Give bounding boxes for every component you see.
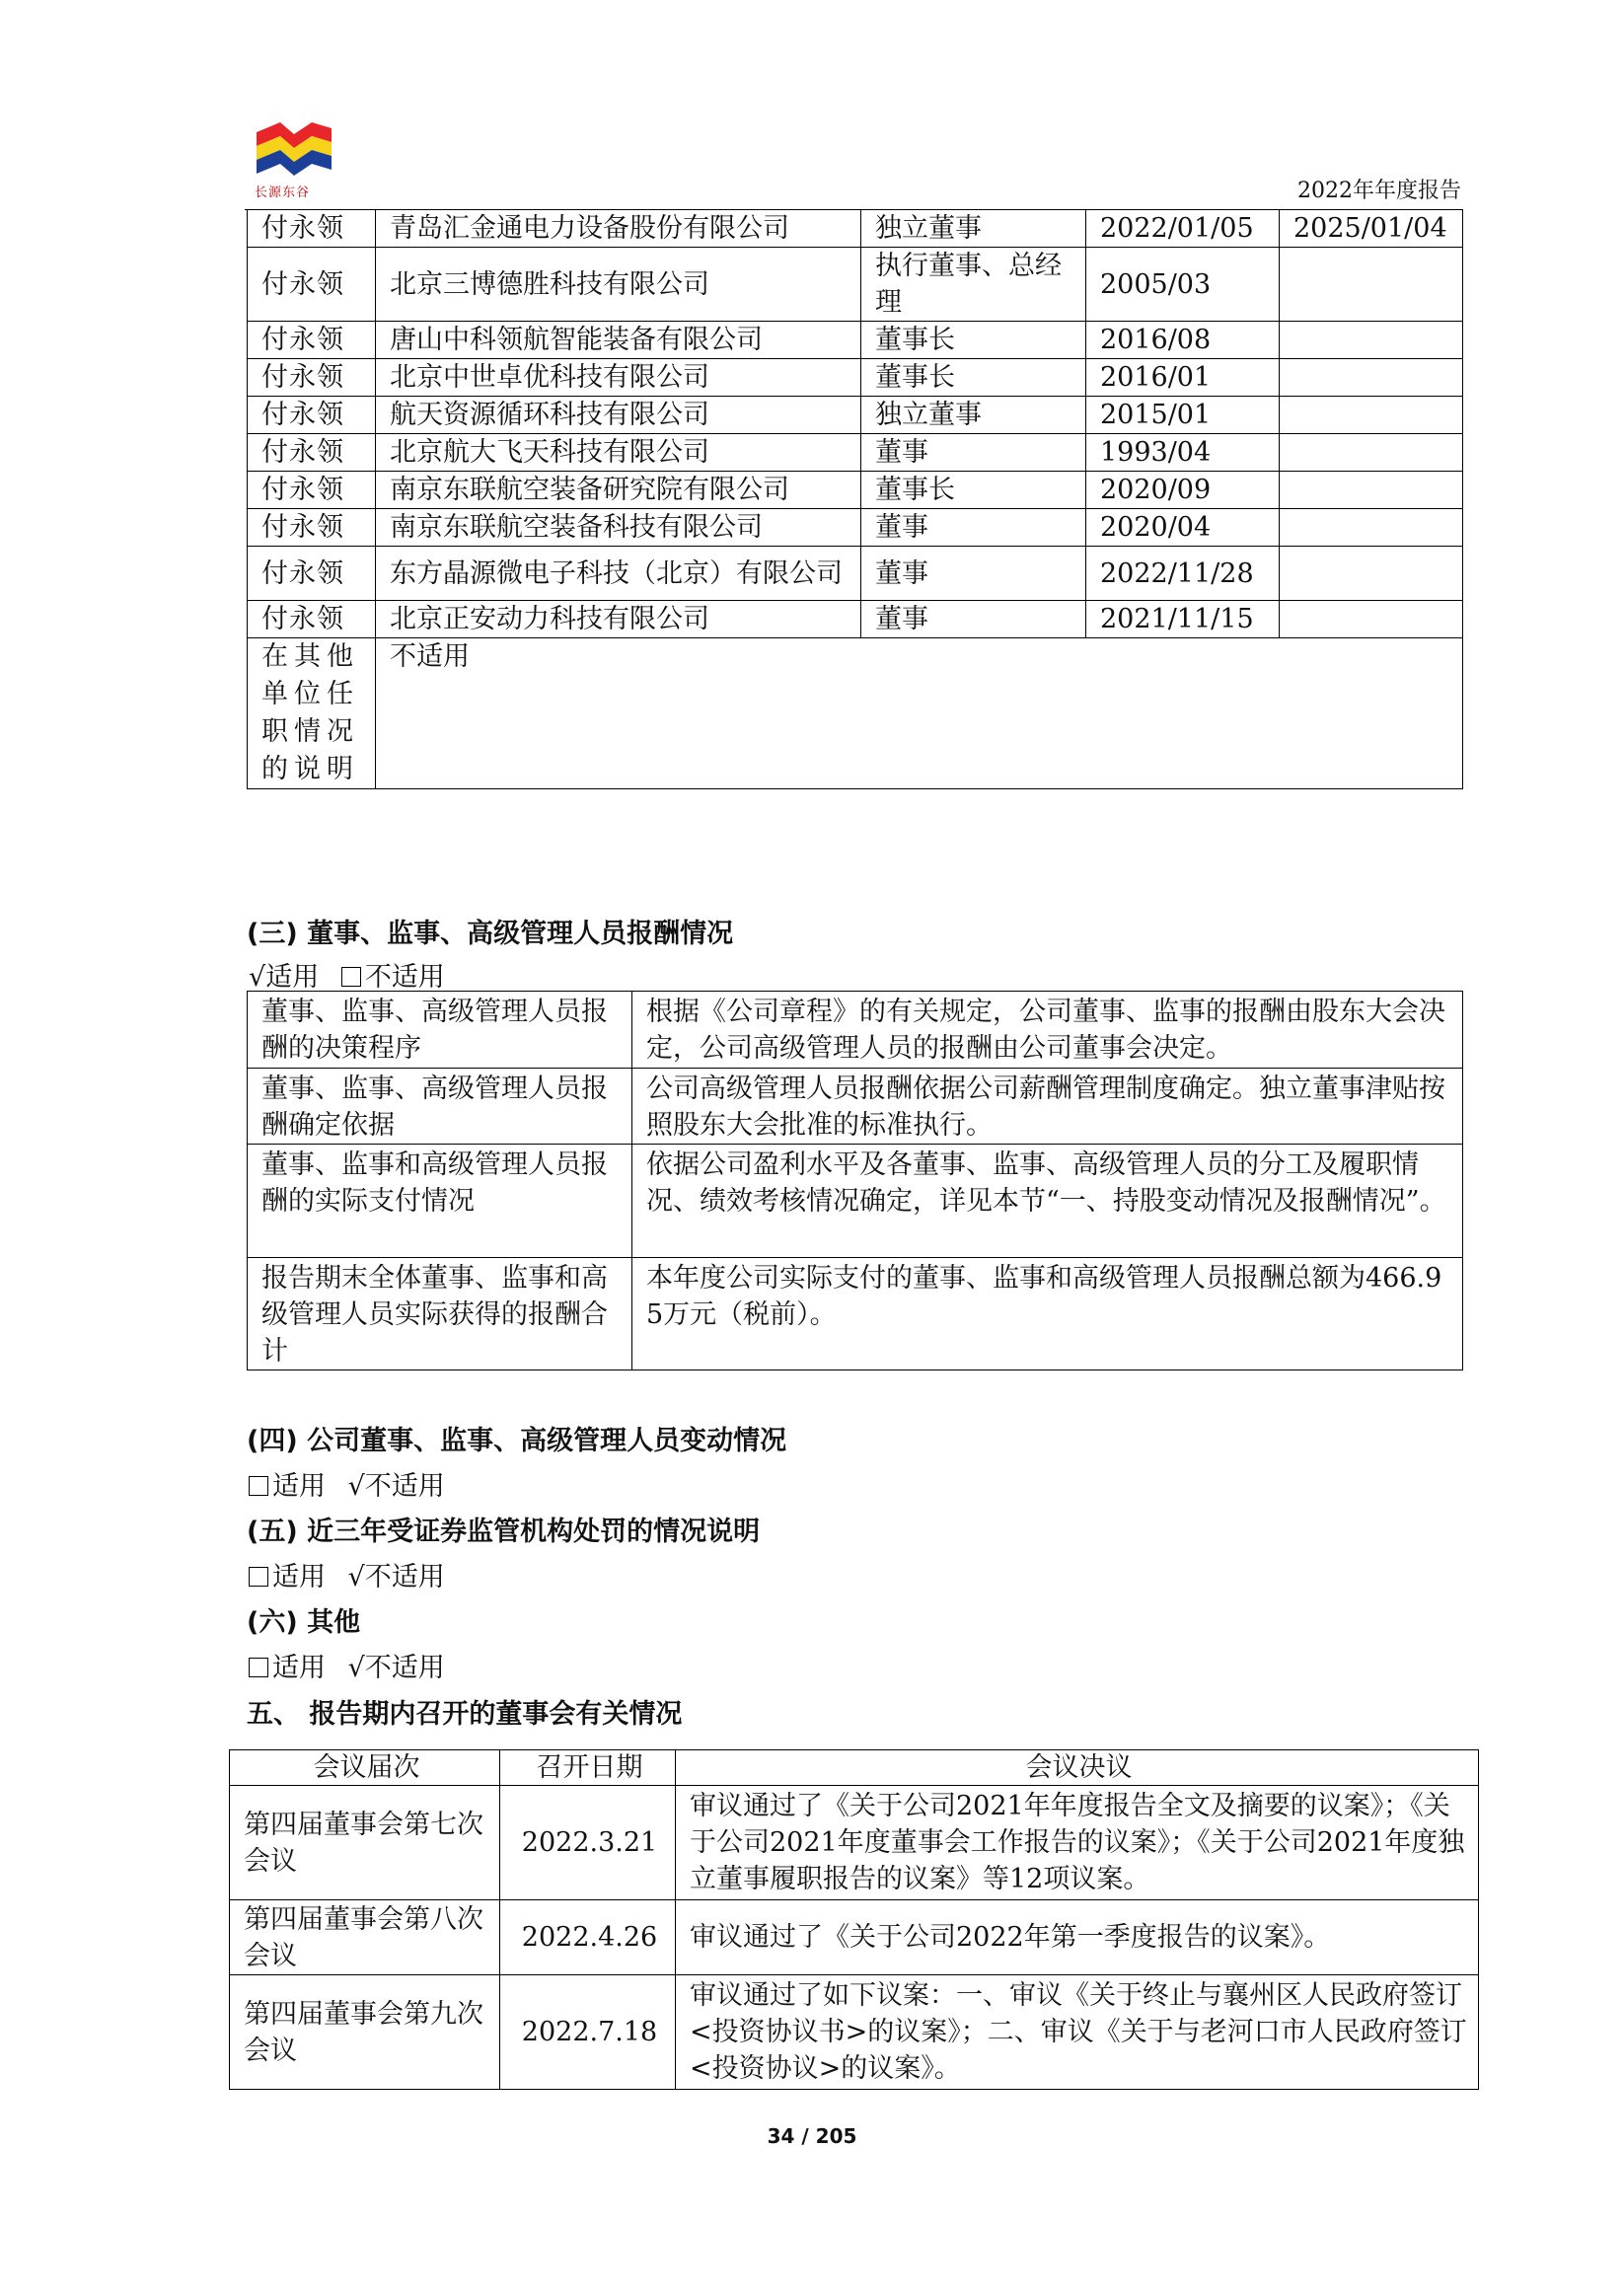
- company-name: 北京航大飞天科技有限公司: [376, 434, 861, 472]
- meeting-session: 第四届董事会第九次会议: [230, 1975, 500, 2090]
- end-date: [1280, 397, 1463, 434]
- checkbox-icon: [341, 967, 361, 987]
- role: 执行董事、总经理: [861, 248, 1086, 322]
- meeting-resolution: 审议通过了如下议案：一、审议《关于终止与襄州区人民政府签订<投资协议书>的议案》；二、审议《关于与老河口市人民政府签订<投资协议>的议案》。: [676, 1975, 1479, 2090]
- end-date: [1280, 322, 1463, 359]
- role: 董事: [861, 509, 1086, 547]
- person-name: 付永领: [248, 322, 376, 359]
- not-applicable-label: 不适用: [364, 962, 445, 993]
- board-meetings-title: 五、 报告期内召开的董事会有关情况: [247, 1699, 683, 1730]
- section-5-options: 适用 √不适用: [249, 1555, 445, 1593]
- role: 董事长: [861, 472, 1086, 509]
- report-title: 2022年年度报告: [1297, 179, 1461, 203]
- person-name: 付永领: [248, 434, 376, 472]
- end-date: [1280, 601, 1463, 638]
- meeting-resolution: 审议通过了《关于公司2021年年度报告全文及摘要的议案》；《关于公司2021年度董事会工作报告的议案》；《关于公司2021年度独立董事履职报告的议案》等12项议案。: [676, 1786, 1479, 1900]
- end-date: 2025/01/04: [1280, 210, 1463, 248]
- person-name: 付永领: [248, 601, 376, 638]
- section-4-options: 适用 √不适用: [249, 1464, 445, 1503]
- end-date: [1280, 434, 1463, 472]
- section-5-title: (五) 近三年受证券监管机构处罚的情况说明: [247, 1517, 761, 1547]
- table-row: [248, 434, 1463, 472]
- company-name: 北京三博德胜科技有限公司: [376, 248, 861, 322]
- role: 独立董事: [861, 210, 1086, 248]
- company-name: 青岛汇金通电力设备股份有限公司: [376, 210, 861, 248]
- applicable-checked: √适用: [249, 962, 320, 993]
- company-name: 南京东联航空装备科技有限公司: [376, 509, 861, 547]
- section-6-title: (六) 其他: [247, 1607, 361, 1638]
- table-row: [248, 248, 1463, 322]
- table-row: [230, 1975, 1479, 2090]
- logo-text: 长源东谷: [255, 185, 311, 200]
- table-row: [248, 397, 1463, 434]
- end-date: [1280, 547, 1463, 601]
- table-row: [248, 472, 1463, 509]
- note-label: 在其他单位任职情况的说明: [248, 638, 376, 789]
- table-row: [248, 210, 1463, 248]
- start-date: 2021/11/15: [1086, 601, 1280, 638]
- section-3-options: [249, 955, 445, 994]
- table-row: [248, 509, 1463, 547]
- role: 董事长: [861, 359, 1086, 397]
- company-logo: [255, 116, 333, 199]
- table-row: [248, 1145, 1463, 1258]
- table-row: [248, 1069, 1463, 1145]
- header-date: 召开日期: [500, 1750, 676, 1786]
- start-date: 2022/11/28: [1086, 547, 1280, 601]
- meeting-date: 2022.4.26: [500, 1900, 676, 1975]
- section-3-title: (三) 董事、监事、高级管理人员报酬情况: [247, 919, 734, 949]
- logo-stripes-icon: [255, 116, 333, 180]
- table-header-row: [230, 1750, 1479, 1786]
- end-date: [1280, 248, 1463, 322]
- start-date: 2005/03: [1086, 248, 1280, 322]
- start-date: 1993/04: [1086, 434, 1280, 472]
- table-row: [248, 359, 1463, 397]
- table-row: [248, 322, 1463, 359]
- remuneration-table: [247, 991, 1463, 1370]
- table-row: [248, 601, 1463, 638]
- section-4-title: (四) 公司董事、监事、高级管理人员变动情况: [247, 1426, 787, 1456]
- role: 董事长: [861, 322, 1086, 359]
- start-date: 2020/09: [1086, 472, 1280, 509]
- person-name: 付永领: [248, 509, 376, 547]
- checkbox-icon: [249, 1476, 268, 1496]
- row-value: 根据《公司章程》的有关规定，公司董事、监事的报酬由股东大会决定，公司高级管理人员的报酬由公司董事会决定。: [632, 992, 1463, 1069]
- role: 董事: [861, 434, 1086, 472]
- section-6-options: 适用 √不适用: [249, 1646, 445, 1684]
- meeting-session: 第四届董事会第八次会议: [230, 1900, 500, 1975]
- table-row: [230, 1786, 1479, 1900]
- end-date: [1280, 509, 1463, 547]
- meeting-date: 2022.3.21: [500, 1786, 676, 1900]
- company-name: 航天资源循环科技有限公司: [376, 397, 861, 434]
- company-name: 北京中世卓优科技有限公司: [376, 359, 861, 397]
- other-positions-table: [247, 209, 1463, 789]
- meeting-date: 2022.7.18: [500, 1975, 676, 2090]
- table-row: [230, 1900, 1479, 1975]
- row-value: 公司高级管理人员报酬依据公司薪酬管理制度确定。独立董事津贴按照股东大会批准的标准执行。: [632, 1069, 1463, 1145]
- start-date: 2016/08: [1086, 322, 1280, 359]
- person-name: 付永领: [248, 248, 376, 322]
- note-value: 不适用: [376, 638, 1463, 789]
- meeting-resolution: 审议通过了《关于公司2022年第一季度报告的议案》。: [676, 1900, 1479, 1975]
- row-value: 依据公司盈利水平及各董事、监事、高级管理人员的分工及履职情况、绩效考核情况确定，详见本节“一、持股变动情况及报酬情况”。: [632, 1145, 1463, 1258]
- person-name: 付永领: [248, 397, 376, 434]
- person-name: 付永领: [248, 547, 376, 601]
- company-name: 唐山中科领航智能装备有限公司: [376, 322, 861, 359]
- person-name: 付永领: [248, 210, 376, 248]
- start-date: 2015/01: [1086, 397, 1280, 434]
- role: 独立董事: [861, 397, 1086, 434]
- company-name: 北京正安动力科技有限公司: [376, 601, 861, 638]
- row-label: 报告期末全体董事、监事和高级管理人员实际获得的报酬合计: [248, 1258, 632, 1370]
- row-label: 董事、监事、高级管理人员报酬确定依据: [248, 1069, 632, 1145]
- header-session: 会议届次: [230, 1750, 500, 1786]
- start-date: 2022/01/05: [1086, 210, 1280, 248]
- checkbox-icon: [249, 1658, 268, 1677]
- checkbox-icon: [249, 1567, 268, 1587]
- start-date: 2016/01: [1086, 359, 1280, 397]
- row-label: 董事、监事、高级管理人员报酬的决策程序: [248, 992, 632, 1069]
- company-name: 东方晶源微电子科技（北京）有限公司: [376, 547, 861, 601]
- person-name: 付永领: [248, 472, 376, 509]
- board-meetings-table: [229, 1749, 1479, 2090]
- person-name: 付永领: [248, 359, 376, 397]
- role: 董事: [861, 601, 1086, 638]
- company-name: 南京东联航空装备研究院有限公司: [376, 472, 861, 509]
- role: 董事: [861, 547, 1086, 601]
- start-date: 2020/04: [1086, 509, 1280, 547]
- end-date: [1280, 359, 1463, 397]
- header-resolution: 会议决议: [676, 1750, 1479, 1786]
- table-row: [248, 1258, 1463, 1370]
- end-date: [1280, 472, 1463, 509]
- page-number: 34 / 205: [767, 2124, 857, 2148]
- row-label: 董事、监事和高级管理人员报酬的实际支付情况: [248, 1145, 632, 1258]
- table-row: [248, 547, 1463, 601]
- meeting-session: 第四届董事会第七次会议: [230, 1786, 500, 1900]
- note-row: [248, 638, 1463, 789]
- table-row: [248, 992, 1463, 1069]
- row-value: 本年度公司实际支付的董事、监事和高级管理人员报酬总额为466.95万元（税前）。: [632, 1258, 1463, 1370]
